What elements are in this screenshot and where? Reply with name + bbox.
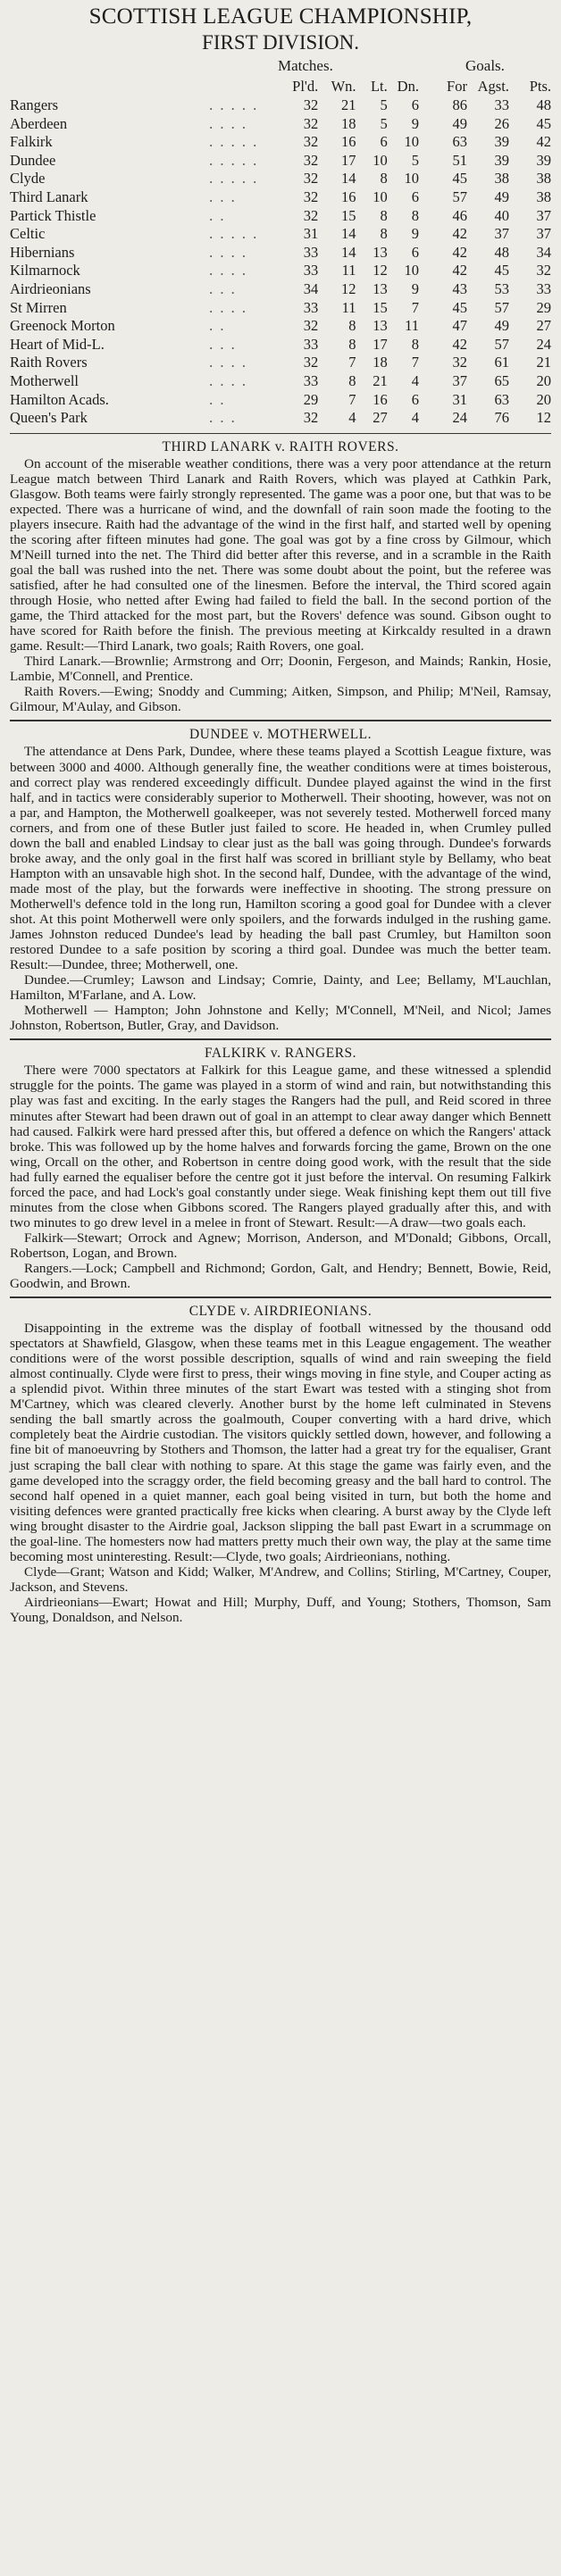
cell-played: 32	[303, 114, 319, 132]
cell-goals-against: 76	[494, 409, 509, 427]
cell-lost: 13	[373, 317, 388, 335]
cell-goals-for: 63	[452, 133, 467, 151]
table-group-headings	[10, 57, 551, 77]
team-lineup: Clyde—Grant; Watson and Kidd; Walker, M'Andrew, and Collins; Stirling, M'Cartney, Couper, Jackson, and Stevens.	[10, 1563, 551, 1595]
leader-dots: . .	[209, 206, 226, 224]
cell-goals-for: 49	[452, 114, 467, 132]
team-name: Heart of Mid-L.	[10, 335, 105, 353]
cell-points: 12	[536, 409, 551, 427]
cell-lost: 18	[373, 354, 388, 371]
cell-points: 33	[536, 279, 551, 297]
cell-points: 37	[536, 206, 551, 224]
cell-drawn: 4	[411, 409, 419, 427]
cell-lost: 6	[380, 133, 388, 151]
cell-won: 14	[341, 243, 356, 261]
team-name: Airdrieonians	[10, 279, 91, 297]
report-text: On account of the miserable weather conditions, there was a very poor attendance at the return League match between Third Lanark and Raith Rovers, which was played at Cathkin Park, Glasgow. Both teams were fairly strongly represented. The game was a poor one, but that was to be expected. There was a hurricane of wind, and the downfall of rain soon made the footing to the players insecure. Raith had the advantage of the wind in the first half, and started well by opening the scoring after fifteen minutes had gone. The goal was got by a fine cross by Gilmour, which M'Neill turned into the net. The Third did better after this reverse, and in a scramble in the Raith goal the ball was rushed into the net. There was some doubt about the point, but the referee was satisfied, after he had consulted one of the linesmen. Before the interval, the Third scored again through Hosie, who netted after Ewing had failed to field the ball. In the second portion of the game, the Third attacked for the most part, but the Rovers' defence was sound. Gibson ought to have scored for Raith before the finish. The previous meeting at Kirkcaldy resulted in a drawn game. Result:—Third Lanark, two goals; Raith Rovers, one goal.	[10, 455, 551, 654]
table-row	[10, 188, 551, 207]
cell-played: 32	[303, 317, 319, 335]
cell-goals-against: 26	[494, 114, 509, 132]
team-lineup: Airdrieonians—Ewart; Howat and Hill; Murphy, Duff, and Young; Stothers, Thomson, Sam Young, Donaldson, and Nelson.	[10, 1594, 551, 1625]
cell-goals-for: 24	[452, 409, 467, 427]
cell-points: 21	[536, 354, 551, 371]
match-reports	[10, 438, 551, 1625]
cell-played: 33	[303, 371, 319, 389]
team-name: Greenock Morton	[10, 317, 115, 335]
cell-won: 4	[348, 409, 356, 427]
division-title: FIRST DIVISION.	[202, 31, 359, 54]
team-lineup: Falkirk—Stewart; Orrock and Agnew; Morrison, Anderson, and M'Donald; Gibbons, Orcall, Robertson, Logan, and Brown.	[10, 1230, 551, 1261]
cell-points: 42	[536, 133, 551, 151]
team-lineup: Motherwell — Hampton; John Johnstone and Kelly; M'Connell, M'Neil, and Nicol; James Johnston, Robertson, Butler, Gray, and Davidson.	[10, 1003, 551, 1034]
cell-played: 32	[303, 409, 319, 427]
col-for: For	[447, 77, 467, 95]
cell-goals-for: 45	[452, 298, 467, 316]
cell-points: 27	[536, 317, 551, 335]
leader-dots: . . .	[209, 335, 237, 353]
col-lost: Lt.	[370, 77, 388, 95]
cell-won: 8	[348, 371, 356, 389]
table-row	[10, 133, 551, 152]
col-drawn: Dn.	[397, 77, 419, 95]
cell-goals-for: 46	[452, 206, 467, 224]
cell-lost: 17	[373, 335, 388, 353]
leader-dots: . . . . .	[209, 225, 259, 243]
cell-won: 14	[341, 170, 356, 188]
team-lineup: Third Lanark.—Brownlie; Armstrong and Orr; Doonin, Fergeson, and Mainds; Rankin, Hosie, Lambie, M'Connell, and Prentice.	[10, 654, 551, 685]
team-name: Partick Thistle	[10, 206, 96, 224]
cell-lost: 12	[373, 262, 388, 279]
cell-goals-against: 39	[494, 133, 509, 151]
cell-drawn: 6	[411, 243, 419, 261]
leader-dots: . . . .	[209, 298, 247, 316]
cell-lost: 16	[373, 390, 388, 408]
leader-dots: . . . .	[209, 114, 247, 132]
cell-goals-against: 37	[494, 225, 509, 243]
cell-won: 18	[341, 114, 356, 132]
goals-heading: Goals.	[465, 57, 505, 74]
cell-won: 15	[341, 206, 356, 224]
match-report	[10, 438, 551, 715]
cell-won: 17	[341, 151, 356, 169]
cell-won: 21	[341, 96, 356, 113]
table-row	[10, 170, 551, 188]
cell-goals-against: 57	[494, 298, 509, 316]
cell-played: 32	[303, 133, 319, 151]
team-lineup: Dundee.—Crumley; Lawson and Lindsay; Comrie, Dainty, and Lee; Bellamy, M'Lauchlan, Hamilton, M'Farlane, and A. Low.	[10, 972, 551, 1004]
cell-lost: 8	[380, 170, 388, 188]
cell-goals-for: 57	[452, 188, 467, 205]
table-row	[10, 96, 551, 115]
cell-drawn: 8	[411, 335, 419, 353]
cell-played: 32	[303, 96, 319, 113]
matches-heading: Matches.	[278, 57, 333, 74]
cell-drawn: 4	[411, 371, 419, 389]
cell-played: 33	[303, 243, 319, 261]
team-name: Aberdeen	[10, 114, 68, 132]
cell-lost: 5	[380, 96, 388, 113]
leader-dots: . . .	[209, 188, 237, 205]
team-name: Motherwell	[10, 371, 79, 389]
cell-goals-against: 49	[494, 188, 509, 205]
match-report	[10, 1302, 551, 1625]
report-title: FALKIRK v. RANGERS.	[204, 1046, 357, 1062]
team-lineup: Rangers.—Lock; Campbell and Richmond; Gordon, Galt, and Hendry; Bennett, Bowie, Reid, Goodwin, and Brown.	[10, 1260, 551, 1292]
league-table-body	[10, 96, 551, 428]
cell-played: 34	[303, 279, 319, 297]
team-name: Third Lanark	[10, 188, 88, 205]
cell-drawn: 9	[411, 279, 419, 297]
divider	[10, 1038, 551, 1040]
cell-goals-against: 40	[494, 206, 509, 224]
cell-goals-against: 49	[494, 317, 509, 335]
table-row	[10, 244, 551, 263]
report-title: THIRD LANARK v. RAITH ROVERS.	[162, 438, 399, 454]
cell-goals-for: 51	[452, 151, 467, 169]
cell-goals-for: 42	[452, 243, 467, 261]
team-name: Raith Rovers	[10, 354, 88, 371]
cell-lost: 10	[373, 188, 388, 205]
cell-points: 29	[536, 298, 551, 316]
league-title: SCOTTISH LEAGUE CHAMPIONSHIP,	[88, 4, 473, 29]
cell-drawn: 11	[405, 317, 419, 335]
cell-won: 11	[341, 262, 356, 279]
cell-points: 20	[536, 390, 551, 408]
table-row	[10, 299, 551, 318]
cell-played: 32	[303, 206, 319, 224]
leader-dots: . . . .	[209, 243, 247, 261]
table-row	[10, 207, 551, 226]
cell-played: 33	[303, 262, 319, 279]
cell-goals-for: 37	[452, 371, 467, 389]
table-row	[10, 152, 551, 171]
cell-played: 33	[303, 298, 319, 316]
team-name: Hibernians	[10, 243, 75, 261]
newspaper-page	[10, 0, 551, 1625]
cell-lost: 5	[380, 114, 388, 132]
table-row	[10, 336, 551, 354]
cell-goals-against: 39	[494, 151, 509, 169]
leader-dots: . . . .	[209, 262, 247, 279]
table-row	[10, 225, 551, 244]
cell-drawn: 6	[411, 188, 419, 205]
cell-drawn: 9	[411, 114, 419, 132]
col-won: Wn.	[331, 77, 356, 95]
cell-points: 48	[536, 96, 551, 113]
team-name: Kilmarnock	[10, 262, 80, 279]
cell-drawn: 10	[404, 262, 419, 279]
cell-goals-against: 53	[494, 279, 509, 297]
cell-played: 32	[303, 354, 319, 371]
cell-points: 37	[536, 225, 551, 243]
cell-drawn: 6	[411, 96, 419, 113]
cell-points: 38	[536, 188, 551, 205]
team-name: Queen's Park	[10, 409, 88, 427]
cell-goals-against: 63	[494, 390, 509, 408]
cell-goals-for: 45	[452, 170, 467, 188]
divider	[10, 1296, 551, 1298]
team-name: Celtic	[10, 225, 46, 243]
team-name: Dundee	[10, 151, 56, 169]
cell-played: 32	[303, 188, 319, 205]
cell-goals-for: 31	[452, 390, 467, 408]
leader-dots: . . . . .	[209, 151, 259, 169]
cell-points: 32	[536, 262, 551, 279]
cell-lost: 13	[373, 243, 388, 261]
cell-lost: 27	[373, 409, 388, 427]
table-row	[10, 280, 551, 299]
cell-won: 14	[341, 225, 356, 243]
cell-played: 33	[303, 335, 319, 353]
team-lineup: Raith Rovers.—Ewing; Snoddy and Cumming; Aitken, Simpson, and Philip; M'Neil, Ramsay, Gilmour, M'Aulay, and Gibson.	[10, 684, 551, 715]
cell-lost: 8	[380, 206, 388, 224]
table-row	[10, 391, 551, 410]
team-name: Rangers	[10, 96, 59, 113]
cell-won: 7	[348, 354, 356, 371]
cell-won: 7	[348, 390, 356, 408]
cell-drawn: 10	[404, 170, 419, 188]
table-row	[10, 115, 551, 134]
cell-won: 8	[348, 335, 356, 353]
divider	[10, 433, 551, 434]
cell-drawn: 7	[411, 298, 419, 316]
cell-played: 31	[303, 225, 319, 243]
cell-drawn: 8	[411, 206, 419, 224]
cell-goals-for: 42	[452, 225, 467, 243]
cell-lost: 8	[380, 225, 388, 243]
cell-drawn: 10	[404, 133, 419, 151]
cell-played: 29	[303, 390, 319, 408]
leader-dots: . . . . .	[209, 96, 259, 113]
cell-won: 16	[341, 133, 356, 151]
table-row	[10, 354, 551, 372]
leader-dots: . . .	[209, 409, 237, 427]
cell-played: 32	[303, 170, 319, 188]
cell-goals-for: 42	[452, 262, 467, 279]
league-table	[10, 77, 551, 428]
cell-goals-against: 48	[494, 243, 509, 261]
cell-lost: 21	[373, 371, 388, 389]
cell-goals-for: 86	[452, 96, 467, 113]
cell-goals-against: 33	[494, 96, 509, 113]
table-row	[10, 409, 551, 428]
cell-goals-for: 43	[452, 279, 467, 297]
report-text: There were 7000 spectators at Falkirk for this League game, and these witnessed a splendid struggle for the points. The game was played in a storm of wind and rain, but notwithstanding this play was fast and exciting. In the early stages the Rangers had the pull, and Reid scored in three minutes after Stewart had been drawn out of goal in an attempt to clear away danger which Bennett had caused. Falkirk were hard pressed after this, but offered a defence on which the Rangers' attack broke. This was followed up by the home halves and forwards forcing the game, Brown on the one wing, Orcall on the other, and Robertson in centre doing good work, with the result that the side had fully earned the equaliser before the centre got it just before the interval. On resuming Falkirk forced the pace, and had Lock's goal constantly under siege. Weak finishing kept them out till five minutes from the close when Gibbons scored. The Rangers played gradually after this, and with two minutes to go drew level in a melee in front of Stewart. Result:—A draw—two goals each.	[10, 1063, 551, 1230]
cell-won: 12	[341, 279, 356, 297]
leader-dots: . .	[209, 390, 226, 408]
team-name: Clyde	[10, 170, 46, 188]
cell-points: 39	[536, 151, 551, 169]
cell-points: 45	[536, 114, 551, 132]
report-title: DUNDEE v. MOTHERWELL.	[188, 727, 373, 743]
cell-points: 34	[536, 243, 551, 261]
col-against: Agst.	[477, 77, 509, 95]
cell-drawn: 5	[411, 151, 419, 169]
match-report	[10, 1044, 551, 1291]
cell-goals-against: 65	[494, 371, 509, 389]
cell-goals-against: 45	[494, 262, 509, 279]
cell-points: 20	[536, 371, 551, 389]
leader-dots: . . . .	[209, 354, 247, 371]
cell-goals-against: 61	[494, 354, 509, 371]
cell-drawn: 9	[411, 225, 419, 243]
col-points: Pts.	[529, 77, 551, 95]
report-title: CLYDE v. AIRDRIEONIANS.	[188, 1304, 373, 1320]
leader-dots: . . .	[209, 279, 237, 297]
cell-played: 32	[303, 151, 319, 169]
table-row	[10, 317, 551, 336]
leader-dots: . .	[209, 317, 226, 335]
cell-points: 24	[536, 335, 551, 353]
cell-points: 38	[536, 170, 551, 188]
leader-dots: . . . . .	[209, 170, 259, 188]
divider	[10, 720, 551, 721]
match-report	[10, 725, 551, 1033]
cell-goals-against: 38	[494, 170, 509, 188]
cell-won: 11	[341, 298, 356, 316]
cell-drawn: 6	[411, 390, 419, 408]
cell-lost: 13	[373, 279, 388, 297]
cell-won: 8	[348, 317, 356, 335]
league-table-header	[10, 77, 551, 96]
leader-dots: . . . . .	[209, 133, 259, 151]
team-name: Hamilton Acads.	[10, 390, 109, 408]
team-name: St Mirren	[10, 298, 67, 316]
col-played: Pl'd.	[292, 77, 319, 95]
cell-goals-against: 57	[494, 335, 509, 353]
cell-lost: 15	[373, 298, 388, 316]
cell-goals-for: 32	[452, 354, 467, 371]
team-name: Falkirk	[10, 133, 53, 151]
cell-goals-for: 47	[452, 317, 467, 335]
cell-won: 16	[341, 188, 356, 205]
report-text: Disappointing in the extreme was the display of football witnessed by the thousand odd spectators at Shawfield, Glasgow, when these teams met in this League engagement. The weather conditions were of the worst possible description, squalls of wind and rain sweeping the field almost continually. Clyde were first to press, their wings moving in fine style, and Couper acting as a splendid pivot. Within three minutes of the start Ewart was tested with a stinging shot from M'Cartney, which was cleared cleverly. Another burst by the home left culminated in Stevens sending the ball smartly across the goalmouth, Couper converting with a hard drive, which completely beat the Airdrie custodian. The visitors quickly settled down, however, and following a fine bit of manoeuvring by Stothers and Thomson, the latter had a great try for the equaliser, Grant just scraping the ball clear with nothing to spare. At this stage the game was fairly even, and the game developed into the scraggy order, the field becoming greasy and the ball hard to control. The second half opened in a quiet manner, each goal being visited in turn, but both the home and visiting defences were granted practically free kicks when clearing. A burst away by the Clyde left wing brought disaster to the Airdrie goal, Jackson slipping the ball past Ewart in a scrummage on the goal-line. The homesters now had matters pretty much their own way, the play at the same time becoming most uninteresting. Result:—Clyde, two goals; Airdrieonians, nothing.	[10, 1321, 551, 1564]
table-row	[10, 372, 551, 391]
report-text: The attendance at Dens Park, Dundee, where these teams played a Scottish League fixture, was between 3000 and 4000. Although generally fine, the weather conditions were at times boisterous, and correct play was rendered exceedingly difficult. Dundee played against the wind in the first half, and in tactics were considerably superior to Motherwell. Their shooting, however, was not on a par, and Hampton, the Motherwell goalkeeper, was not severely tested. Motherwell forced many corners, and from one of these Butler just failed to score. He headed in, when Crumley pulled down the ball and enabled Lindsay to clear just as the ball was going through. Dundee's forwards broke away, and the only goal in the first half was scored in brilliant style by Bellamy, who beat Hampton with an unsavable high shot. In the second half, Dundee, with the advantage of the wind, made most of the play, but the forwards were ineffective in shooting. The strong pressure on Motherwell's defence told in the long run, Hamilton scoring a good goal for Dundee with a clever shot. At this point Motherwell were only spoilers, and the forwards indulged in the rushing game. James Johnston reduced Dundee's lead by heading the ball past Crumley, but Hamilton soon restored Dundee to a safe position by scoring a third goal. Dundee was much the better team. Result:—Dundee, three; Motherwell, one.	[10, 744, 551, 973]
leader-dots: . . . .	[209, 371, 247, 389]
cell-lost: 10	[373, 151, 388, 169]
table-row	[10, 262, 551, 280]
cell-goals-for: 42	[452, 335, 467, 353]
cell-drawn: 7	[411, 354, 419, 371]
